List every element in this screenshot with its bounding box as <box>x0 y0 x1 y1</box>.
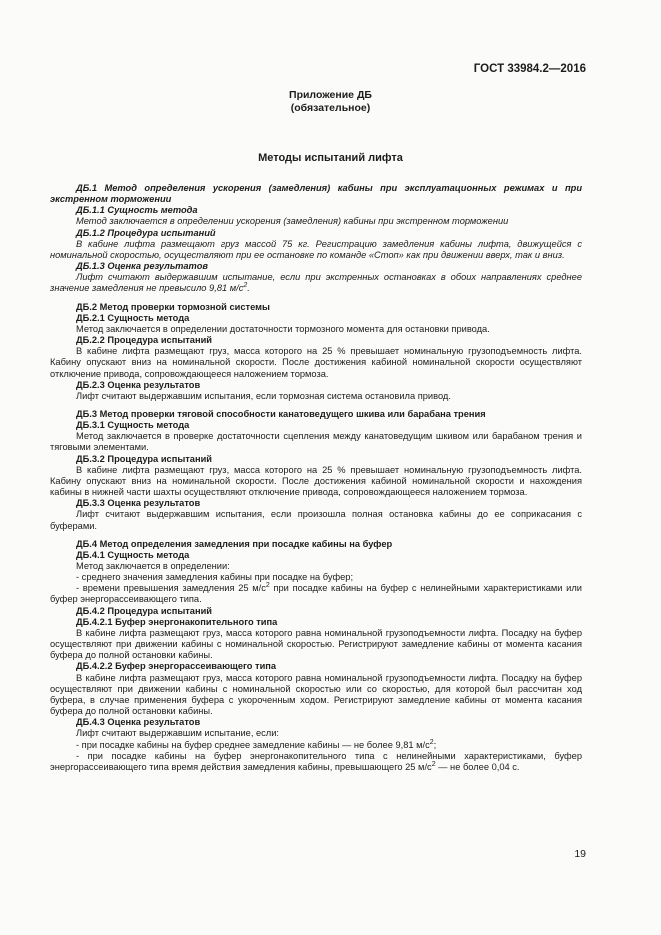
paragraph-text: В кабине лифта размещают груз, масса которого равна номинальной грузоподъемности лифта. Посадку на буфер осуществляют при движении кабины с номинальной скоростью или со скоростью, для которой был рассчитан ход буфера, в случае применения буфера с укороченным ходом. Регистрируют замедление кабины от момента касания буфера до полной остановки кабины. <box>50 672 582 717</box>
superscript: 2 <box>243 282 248 290</box>
section-heading <box>50 302 582 313</box>
paragraph <box>50 740 582 751</box>
section-heading <box>50 606 582 617</box>
section-heading <box>50 661 582 672</box>
standard-number: ГОСТ 33984.2—2016 <box>473 63 586 75</box>
paragraph-text: ДБ.2.3 Оценка результатов <box>76 379 201 390</box>
paragraph <box>50 431 582 453</box>
annex-title: Приложение ДБ <box>289 89 372 101</box>
paragraph <box>50 324 582 335</box>
paragraph-text: Лифт считают выдержавшим испытания, если тормозная система остановила привод. <box>76 390 451 401</box>
paragraph-text: Лифт считают выдержавшим испытание, если: <box>76 728 280 739</box>
paragraph-text: - среднего значения замедления кабины при посадке на буфер; <box>76 572 354 583</box>
paragraph-text: ДБ.1 Метод определения ускорения (замедления) кабины при эксплуатационных режимах и при экстренном торможении <box>50 183 582 205</box>
paragraph-text: ДБ.4.2.2 Буфер энергорассеивающего типа <box>76 661 277 672</box>
section-heading <box>50 313 582 324</box>
paragraph <box>50 572 582 583</box>
section-title: Методы испытаний лифта <box>258 152 403 164</box>
annex-status: (обязательное) <box>290 102 371 114</box>
document-body <box>50 183 582 773</box>
page-number: 19 <box>574 848 586 860</box>
paragraph-text: - времени превышения замедления 25 м/с <box>76 583 266 594</box>
paragraph-text: - при посадке кабины на буфер энергонакопительного типа с нелинейными характеристиками, буфер энергорассеивающего типа время действия замедления кабины, превышающего 25 м/с <box>50 750 582 772</box>
paragraph-text: Метод заключается в определении достаточности тормозного момента для остановки привода. <box>76 323 490 334</box>
paragraph-text: ДБ.4.1 Сущность метода <box>76 549 190 560</box>
paragraph <box>50 216 582 227</box>
paragraph <box>50 239 582 261</box>
paragraph <box>50 346 582 379</box>
paragraph-text: ДБ.3.3 Оценка результатов <box>76 498 201 509</box>
section-heading <box>50 717 582 728</box>
paragraph-text: ДБ.4 Метод определения замедления при посадке кабины на буфер <box>76 538 393 549</box>
paragraph <box>50 583 582 605</box>
superscript: 2 <box>431 760 436 768</box>
paragraph <box>50 391 582 402</box>
paragraph-text: ДБ.3.1 Сущность метода <box>76 420 190 431</box>
paragraph-text: Метод заключается в определении: <box>76 561 230 571</box>
paragraph-text: ДБ.3 Метод проверки тяговой способности канатоведущего шкива или барабана трения <box>76 408 486 419</box>
section-heading <box>50 498 582 509</box>
section-heading <box>50 420 582 431</box>
paragraph-tail: ; <box>433 739 437 750</box>
paragraph-text: Лифт считают выдержавшим испытания, если произошла полная остановка кабины до ее соприкасания с буферами. <box>50 509 582 531</box>
section-heading <box>50 550 582 561</box>
paragraph <box>50 509 582 531</box>
paragraph-text: ДБ.2.1 Сущность метода <box>76 312 190 323</box>
paragraph <box>50 561 582 572</box>
paragraph-tail: — не более 0,04 с. <box>435 761 520 772</box>
paragraph-text: В кабине лифта размещают груз, масса которого равна номинальной грузоподъемности лифта. Посадку на буфер осуществляют при движении кабины с номинальной скоростью. Регистрируют замедление кабины от момента касания буфера до полной остановки кабины. <box>50 627 582 661</box>
paragraph-text: Метод заключается в проверке достаточности сцепления между канатоведущим шкивом или барабаном трения и тяговыми элементами. <box>50 431 582 453</box>
section-heading <box>50 183 582 205</box>
paragraph-text: ДБ.4.3 Оценка результатов <box>76 717 201 728</box>
paragraph <box>50 673 582 718</box>
paragraph-text: ДБ.4.2.1 Буфер энергонакопительного типа <box>76 616 278 627</box>
section-heading <box>50 261 582 272</box>
superscript: 2 <box>429 738 434 746</box>
section-heading <box>50 380 582 391</box>
paragraph-text: ДБ.2.2 Процедура испытаний <box>76 335 213 346</box>
section-heading <box>50 228 582 239</box>
paragraph-text: ДБ.1.3 Оценка результатов <box>76 261 208 272</box>
paragraph-text: ДБ.2 Метод проверки тормозной системы <box>76 301 270 312</box>
section-heading <box>50 205 582 216</box>
section-heading <box>50 617 582 628</box>
paragraph-text: ДБ.3.2 Процедура испытаний <box>76 453 213 464</box>
paragraph-text: Лифт считают выдержавшим испытание, если при экстренных остановках в обоих направлениях среднее значение замедления не превысило 9,81 м/с <box>50 272 582 294</box>
paragraph-text: ДБ.4.2 Процедура испытаний <box>76 605 213 616</box>
paragraph-tail: при посадке кабины на буфер с нелинейными характеристиками или буфер энергорассеивающего типа. <box>50 583 582 605</box>
paragraph-text: Метод заключается в определении ускорения (замедления) кабины при экстренном торможении <box>76 216 509 227</box>
section-heading <box>50 335 582 346</box>
paragraph <box>50 751 582 773</box>
section-heading <box>50 409 582 420</box>
paragraph <box>50 272 582 294</box>
paragraph <box>50 628 582 661</box>
paragraph-text: В кабине лифта размещают груз, масса которого на 25 % превышает номинальную грузоподъемность лифта. Кабину опускают вниз на номинальной скорости. После достижения кабиной номинальной скорости и нахождения кабины в нижней части шахты осуществляют отключение привода, сопровождающееся наложением тормоза. <box>50 464 582 498</box>
paragraph-text: В кабине лифта размещают груз, масса которого на 25 % превышает номинальную грузоподъемность лифта. Кабину опускают вниз на номинальной скорости. После достижения кабиной номинальной скорости осуществляют отключение привода, сопровождающееся наложением тормоза. <box>50 346 582 379</box>
paragraph-text: В кабине лифта размещают груз массой 75 кг. Регистрацию замедления кабины лифта, движущейся с номинальной скоростью, осуществляют при ее остановке по команде «Стоп» как при движении вверх, так и вниз. <box>50 238 582 260</box>
section-heading <box>50 454 582 465</box>
superscript: 2 <box>265 582 270 590</box>
section-heading <box>50 539 582 550</box>
paragraph <box>50 465 582 498</box>
annex-heading <box>0 89 661 115</box>
paragraph-tail: . <box>247 283 250 294</box>
paragraph-text: ДБ.1.1 Сущность метода <box>76 205 198 216</box>
paragraph-text: - при посадке кабины на буфер среднее замедление кабины — не более 9,81 м/с <box>76 739 430 750</box>
paragraph <box>50 728 582 739</box>
paragraph-text: ДБ.1.2 Процедура испытаний <box>76 227 216 238</box>
